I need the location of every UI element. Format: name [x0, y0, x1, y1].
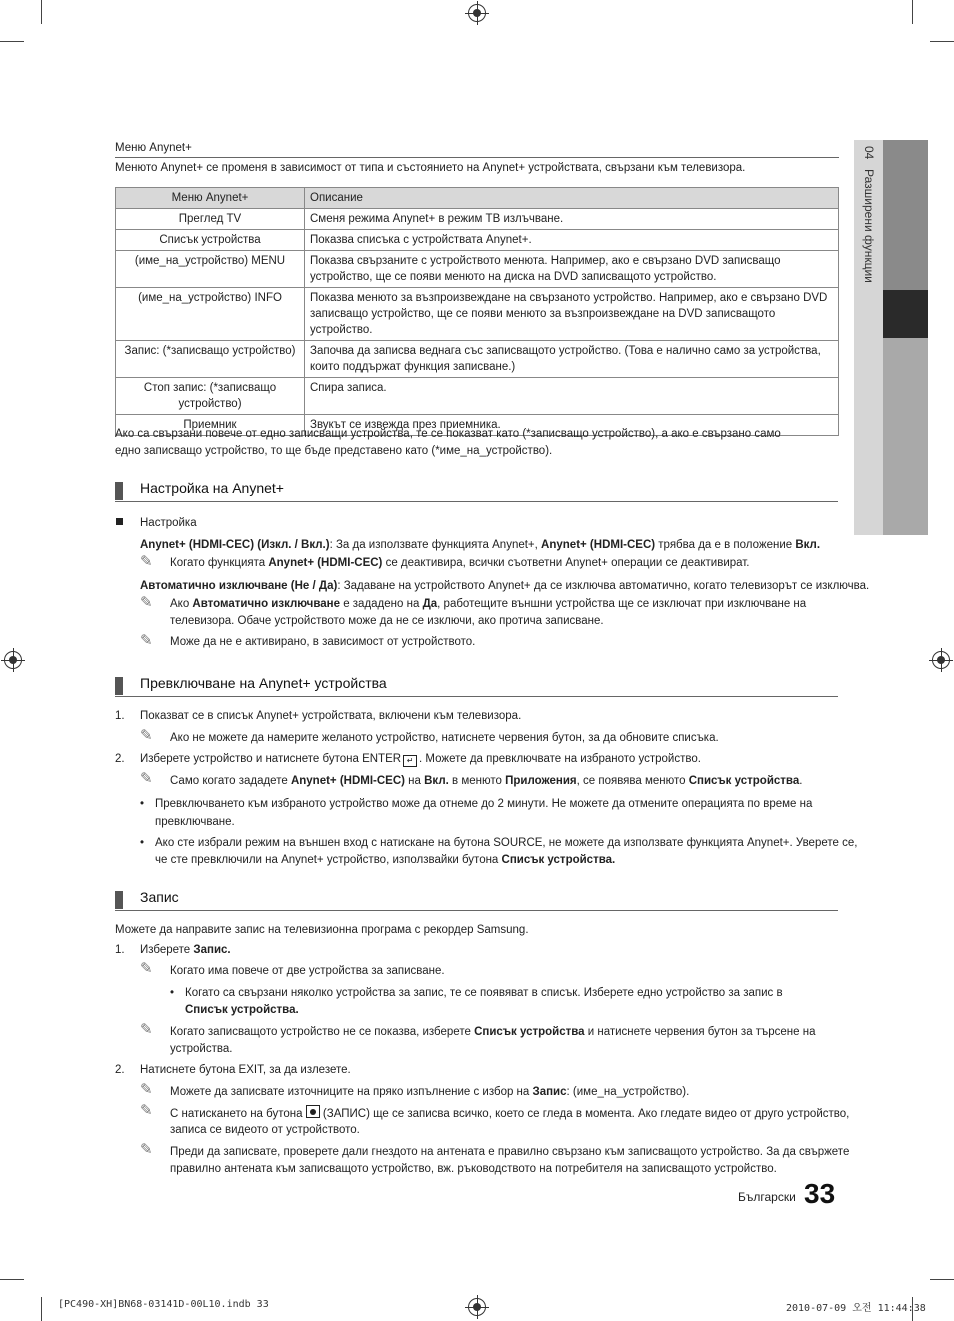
bullet-text — [185, 1002, 299, 1019]
step-text — [140, 751, 701, 768]
crop-mark — [930, 1279, 954, 1280]
step-number: 2. — [115, 753, 125, 765]
table-cell: Списък устройства — [116, 230, 305, 251]
section-title: Запис — [140, 889, 179, 905]
table-cell: Приемник — [116, 415, 305, 436]
note-part: в менюто — [448, 775, 506, 787]
note-pencil-icon: ✎ — [140, 632, 153, 649]
anynet-menu-table — [115, 187, 839, 436]
hdmi-bold: Вкл. — [795, 539, 821, 551]
bullet-bold: Списък устройства. — [501, 854, 616, 866]
note-bold: Да — [422, 598, 438, 610]
section-heading-switch — [115, 675, 838, 697]
note-text: записа се видеото от устройството. — [170, 1124, 360, 1136]
note-text — [170, 1024, 815, 1041]
note-pencil-icon: ✎ — [140, 960, 153, 977]
note-part: на — [404, 775, 425, 787]
step-bold: Запис. — [193, 944, 231, 956]
section-bar — [115, 677, 123, 695]
after-table-note: Ако са свързани повече от едно записващи устройства, те се показват като (*записващо устройство), а ако е свързано само едно записващо устройство, то ще бъде представено като (*име_на_устройство). — [115, 428, 781, 457]
table-cell: Започва да записва веднага със записващото устройство. (Това е налично само за устройства, които поддържат функция записване.) — [305, 341, 839, 378]
note-bold: Anynet+ (HDMI-CEC) — [268, 557, 383, 569]
table-row — [116, 341, 839, 378]
bullet-part: , не можете да използвате функцията Anynet+. Уверете се, — [542, 837, 858, 849]
note-part: Когато записващото устройство не се показва, изберете — [170, 1026, 475, 1038]
step-part: , за да излезете. — [262, 1064, 351, 1076]
note-part: Когато функцията — [170, 557, 269, 569]
step-text: Показват се в списък Anynet+ устройствата, включени към телевизора. — [140, 710, 522, 722]
bullet-part: че сте превключили на Anynet+ устройство, използвайки бутона — [155, 854, 502, 866]
bullet-text: Превключването към избраното устройство може да отнеме до 2 минути. Не можете да отмените операцията по време на — [155, 798, 813, 810]
registration-mark-icon — [4, 651, 22, 669]
table-cell: Сменя режима Anynet+ в режим ТВ излъчване. — [305, 209, 839, 230]
note-text: телевизора. Обаче устройството може да не се изключи, ако протича записване. — [170, 615, 604, 627]
table-header: Меню Anynet+ — [116, 188, 305, 209]
source-button-label: SOURCE — [493, 837, 543, 849]
note-part: Само когато зададете — [170, 775, 291, 787]
step-text — [140, 1062, 351, 1079]
language-label: Български — [738, 1190, 796, 1204]
bullet-icon: • — [170, 987, 175, 999]
step-part: Изберете — [140, 944, 194, 956]
setup-item: Настройка — [140, 517, 197, 529]
menu-description: Менюто Anynet+ се променя в зависимост от типа и състоянието на Anynet+ устройствата, свързани към телевизора. — [115, 162, 746, 174]
square-bullet-icon — [116, 518, 123, 525]
note-pencil-icon: ✎ — [140, 727, 153, 744]
table-header-row — [116, 188, 839, 209]
note-part: . — [799, 775, 803, 787]
crop-mark — [0, 1279, 24, 1280]
crop-mark — [41, 0, 42, 24]
note-pencil-icon: ✎ — [140, 1102, 153, 1119]
section-heading-setup — [115, 480, 838, 502]
note-bold: Anynet+ (HDMI-CEC) — [290, 775, 405, 787]
table-header: Описание — [305, 188, 839, 209]
crop-mark — [930, 41, 954, 42]
hdmi-setting — [140, 537, 820, 554]
bullet-text — [155, 835, 857, 852]
note-text — [170, 555, 749, 572]
table-cell: Запис: (*записващо устройство) — [116, 341, 305, 378]
hdmi-label: Anynet+ (HDMI-CEC) (Изкл. / Вкл.) — [140, 539, 330, 551]
note-text — [170, 1084, 689, 1101]
note-part: и натиснете червения бутон за търсене на — [584, 1026, 816, 1038]
section-bar — [115, 482, 123, 500]
note-part: (ЗАПИС) ще се записва всичко, което се гледа в момента. Ако гледате видео от друго устройство, — [319, 1108, 850, 1120]
table-cell: Стоп запис: (*записващо устройство) — [116, 378, 305, 415]
step-part: Натиснете бутона — [140, 1064, 239, 1076]
table-row — [116, 378, 839, 415]
section-heading-record — [115, 889, 838, 911]
bullet-text: превключване. — [155, 816, 235, 828]
bullet-bold: Списък устройства. — [185, 1004, 299, 1016]
chapter-tab-mid — [883, 338, 928, 535]
enter-button-label: ENTER — [362, 753, 402, 765]
table-cell: (име_на_устройство) MENU — [116, 251, 305, 288]
note-pencil-icon: ✎ — [140, 1141, 153, 1158]
note-pencil-icon: ✎ — [140, 553, 153, 570]
table-row — [116, 209, 839, 230]
chapter-tab-dark — [883, 140, 928, 290]
note-part: се деактивира, всички съответни Anynet+ операции се деактивират. — [382, 557, 750, 569]
table-cell: Звукът се извежда през приемника. — [305, 415, 839, 436]
record-intro: Можете да направите запис на телевизионна програма с рекордер Samsung. — [115, 924, 529, 936]
bullet-icon: • — [140, 837, 145, 849]
chapter-tab-active — [883, 290, 928, 338]
note-text: Преди да записвате, проверете дали гнездото на антената е правилно свързано към записващото устройство. За да свържете — [170, 1146, 850, 1158]
step-number: 2. — [115, 1064, 125, 1076]
section-title: Превключване на Anynet+ устройства — [140, 675, 387, 691]
step-number: 1. — [115, 944, 125, 956]
bullet-part: Ако сте избрали режим на външен вход с натискане на бутона — [155, 837, 494, 849]
note-pencil-icon: ✎ — [140, 770, 153, 787]
note-bold: Вкл. — [424, 775, 449, 787]
auto-off-setting — [140, 578, 869, 595]
table-cell: Спира записа. — [305, 378, 839, 415]
footer-file-info: [PC490-XH]BN68-03141D-00L10.indb 33 — [58, 1299, 269, 1310]
step-part: . Можете да превключвате на избраното устройство. — [419, 753, 701, 765]
menu-title-rule — [115, 157, 839, 158]
table-cell: Преглед TV — [116, 209, 305, 230]
chapter-title: Разширени функции — [862, 169, 876, 284]
note-text — [170, 1105, 849, 1123]
record-button-icon — [306, 1105, 320, 1118]
section-title: Настройка на Anynet+ — [140, 480, 284, 496]
exit-button-label: EXIT — [238, 1064, 263, 1076]
chapter-number: 04 — [862, 146, 876, 160]
hdmi-text: : За да използвате функцията Anynet+, — [329, 539, 542, 551]
auto-label: Автоматично изключване (Не / Да) — [140, 580, 338, 592]
note-pencil-icon: ✎ — [140, 594, 153, 611]
auto-text: : Задаване на устройството Anynet+ да се изключва автоматично, когато телевизорът се изключва. — [337, 580, 870, 592]
note-part: Ако — [170, 598, 193, 610]
note-text: Може да не е активирано, в зависимост от устройството. — [170, 636, 476, 648]
note-part: : (име_на_устройство). — [566, 1086, 690, 1098]
page-number: 33 — [804, 1178, 836, 1209]
hdmi-text: трябва да е в положение — [655, 539, 796, 551]
menu-title: Меню Anynet+ — [115, 142, 192, 154]
step-part: Изберете устройство и натиснете бутона — [140, 753, 363, 765]
note-text: Ако не можете да намерите желаното устройство, натиснете червения бутон, за да обновите списъка. — [170, 732, 719, 744]
note-text — [170, 773, 802, 790]
table-row — [116, 230, 839, 251]
note-part: С натискането на бутона — [170, 1108, 306, 1120]
note-pencil-icon: ✎ — [140, 1021, 153, 1038]
section-bar — [115, 891, 123, 909]
note-bold: Запис — [532, 1086, 567, 1098]
note-pencil-icon: ✎ — [140, 1081, 153, 1098]
step-text — [140, 942, 231, 959]
note-part: , се появява менюто — [576, 775, 689, 787]
note-text — [170, 596, 806, 613]
note-bold: Приложения — [505, 775, 577, 787]
table-cell: Показва списъка с устройствата Anynet+. — [305, 230, 839, 251]
crop-mark — [0, 41, 24, 42]
bullet-text: Когато са свързани няколко устройства за запис, те се появяват в списък. Изберете едно устройство за запис в — [185, 987, 783, 999]
crop-mark — [912, 0, 913, 24]
chapter-label — [862, 146, 876, 293]
table-cell: (име_на_устройство) INFO — [116, 288, 305, 341]
bullet-text — [155, 852, 615, 869]
hdmi-bold: Anynet+ (HDMI-CEC) — [541, 539, 656, 551]
enter-icon: ↵ — [403, 755, 417, 767]
note-part: , работещите външни устройства ще се изключат при изключване на — [437, 598, 807, 610]
note-text: Когато има повече от две устройства за записване. — [170, 965, 445, 977]
note-part: е зададено на — [340, 598, 423, 610]
footer-timestamp: 2010-07-09 오전 11:44:38 — [786, 1303, 926, 1314]
table-cell: Показва свързаните с устройството менюта. Например, ако е свързано DVD записващо устройство, ще се появи менюто на диска на DVD записващото устройство. — [305, 251, 839, 288]
note-text: правилно антената към записващото устройство, вж. ръководството на потребителя на записващото устройство. — [170, 1163, 777, 1175]
note-bold: Списък устройства — [688, 775, 800, 787]
note-part: Можете да записвате източниците на пряко изпълнение с избор на — [170, 1086, 533, 1098]
table-row — [116, 288, 839, 341]
table-row — [116, 251, 839, 288]
note-bold: Списък устройства — [474, 1026, 585, 1038]
step-number: 1. — [115, 710, 125, 722]
table-cell: Показва менюто за възпроизвеждане на свързаното устройство. Например, ако е свързано DVD записващо устройство, ще се появи менюто за възпроизвеждане на DVD записващото устройство. — [305, 288, 839, 341]
registration-mark-icon — [932, 651, 950, 669]
bullet-icon: • — [140, 798, 145, 810]
note-bold: Автоматично изключване — [192, 598, 340, 610]
note-text: устройства. — [170, 1043, 233, 1055]
registration-mark-icon — [468, 4, 486, 22]
